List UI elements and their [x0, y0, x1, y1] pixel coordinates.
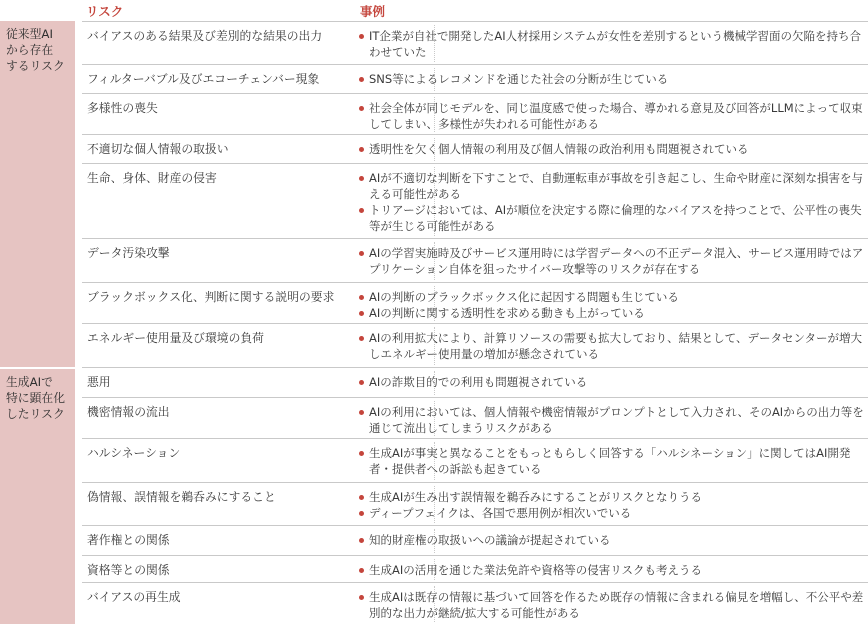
example-item: IT企業が自社で開発したAI人材採用システムが女性を差別するという機械学習面の欠陥を持ち合わせていた	[358, 28, 864, 60]
risk-name: 資格等との関係	[87, 563, 170, 577]
example-item: AIの利用においては、個人情報や機密情報がプロンプトとして入力され、そのAIからの出力等を通じて流出してしまうリスクがある	[358, 404, 864, 436]
example-item: AIが不適切な判断を下すことで、自動運転車が事故を引き起こし、生命や財産に深刻な損害を与える可能性がある	[358, 170, 864, 202]
risk-name: ブラックボックス化、判断に関する説明の要求	[87, 290, 335, 304]
risk-name: 多様性の喪失	[87, 101, 158, 115]
example-item: 生成AIが生み出す誤情報を鵜呑みにすることがリスクとなりうる	[358, 489, 864, 505]
table-row	[82, 134, 868, 163]
table-row	[82, 21, 868, 64]
table-row	[82, 64, 868, 93]
table-row	[82, 555, 868, 582]
example-item: 生成AIが事実と異なることをもっともらしく回答する「ハルシネーション」に関してはAI開発者・提供者への訴訟も起きている	[358, 445, 864, 477]
example-item: ディープフェイクは、各国で悪用例が相次いでいる	[358, 505, 864, 521]
risk-name: バイアスの再生成	[87, 590, 181, 604]
example-item: AIの詐欺目的での利用も問題視されている	[358, 374, 864, 390]
example-list	[358, 289, 864, 321]
example-item: 社会全体が同じモデルを、同じ温度感で使った場合、導かれる意見及び回答がLLMによって収束してしまい、多様性が失われる可能性がある	[358, 100, 864, 132]
example-item: AIの利用拡大により、計算リソースの需要も拡大しており、結果として、データセンターが増大しエネルギー使用量の増加が懸念されている	[358, 330, 864, 362]
example-item: 知的財産権の取扱いへの議論が提起されている	[358, 532, 864, 548]
risk-name: フィルターバブル及びエコーチェンバー現象	[87, 72, 320, 86]
column-header-example: 事例	[360, 4, 386, 19]
table-row	[82, 438, 868, 482]
category-generative-ai: 生成AIで 特に顕在化 したリスク	[0, 369, 75, 624]
example-list	[358, 374, 864, 390]
table-row	[82, 238, 868, 282]
table-row	[82, 282, 868, 323]
table-row	[82, 93, 868, 134]
example-item: 透明性を欠く個人情報の利用及び個人情報の政治利用も問題視されている	[358, 141, 864, 157]
example-item: AIの判断に関する透明性を求める動きも上がっている	[358, 305, 864, 321]
category-traditional-ai: 従来型AI から存在 するリスク	[0, 21, 75, 367]
risk-name: 不適切な個人情報の取扱い	[87, 142, 229, 156]
risk-name: 偽情報、誤情報を鵜呑みにすること	[87, 490, 276, 504]
risk-name: 悪用	[87, 375, 111, 389]
example-list	[358, 589, 864, 621]
risk-name: エネルギー使用量及び環境の負荷	[87, 331, 264, 345]
example-list	[358, 445, 864, 477]
example-item: 生成AIの活用を通じた業法免許や資格等の侵害リスクも考えうる	[358, 562, 864, 578]
risk-name: データ汚染攻撃	[87, 246, 170, 260]
example-item: トリアージにおいては、AIが順位を決定する際に倫理的なバイアスを持つことで、公平性の喪失等が生じる可能性がある	[358, 202, 864, 234]
example-item: SNS等によるレコメンドを通じた社会の分断が生じている	[358, 71, 864, 87]
example-list	[358, 245, 864, 277]
table-row	[82, 367, 868, 397]
risk-name: ハルシネーション	[87, 446, 181, 460]
table-row	[82, 582, 868, 624]
example-list	[358, 330, 864, 362]
risk-name: 著作権との関係	[87, 533, 170, 547]
example-list	[358, 141, 864, 157]
example-list	[358, 489, 864, 521]
example-list	[358, 170, 864, 234]
example-list	[358, 100, 864, 132]
example-list	[358, 532, 864, 548]
example-list	[358, 404, 864, 436]
risk-name: 機密情報の流出	[87, 405, 170, 419]
table-row	[82, 163, 868, 238]
example-item: AIの判断のブラックボックス化に起因する問題も生じている	[358, 289, 864, 305]
example-item: AIの学習実施時及びサービス運用時には学習データへの不正データ混入、サービス運用時ではアプリケーション自体を狙ったサイバー攻撃等のリスクが存在する	[358, 245, 864, 277]
example-list	[358, 28, 864, 60]
example-list	[358, 562, 864, 578]
table-row	[82, 397, 868, 438]
example-list	[358, 71, 864, 87]
table-row	[82, 525, 868, 555]
risk-name: 生命、身体、財産の侵害	[87, 171, 217, 185]
table-row	[82, 482, 868, 525]
column-header-risk: リスク	[86, 4, 124, 19]
table-row	[82, 323, 868, 367]
example-item: 生成AIは既存の情報に基づいて回答を作るため既存の情報に含まれる偏見を増幅し、不公平や差別的な出力が継続/拡大する可能性がある	[358, 589, 864, 621]
risk-name: バイアスのある結果及び差別的な結果の出力	[87, 29, 323, 43]
